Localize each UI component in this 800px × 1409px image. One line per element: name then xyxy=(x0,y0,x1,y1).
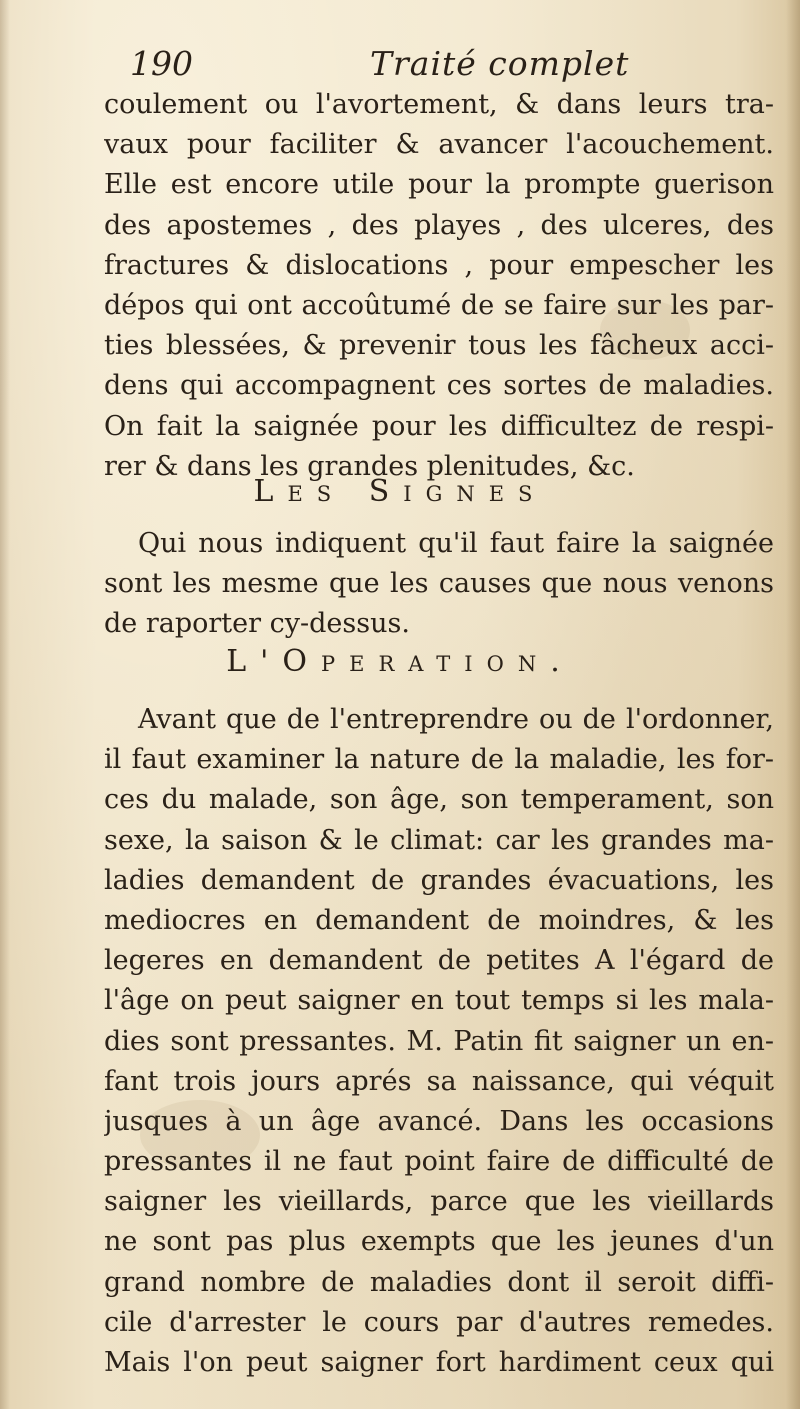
text-line: des apostemes , des playes , des ulceres, des xyxy=(104,209,774,241)
text-line: Qui nous indiquent qu'il faut faire la saignée xyxy=(138,528,774,559)
text-line: l'âge on peut saigner en tout temps si les mala- xyxy=(104,985,774,1017)
text-line: sexe, la saison & le climat: car les grandes ma- xyxy=(104,824,774,856)
text-line: rer & dans les grandes plenitudes, &c. xyxy=(104,450,635,482)
text-line: dépos qui ont accoûtumé de se faire sur les par- xyxy=(104,289,774,321)
section-heading-operation: L'Operation. xyxy=(226,644,574,679)
text-line: fractures & dislocations , pour empescher les xyxy=(104,249,774,281)
running-title: Traité complet xyxy=(370,44,630,83)
text-line: On fait la saignée pour les difficultez de respi- xyxy=(104,410,774,442)
text-line: Elle est encore utile pour la prompte guerison xyxy=(104,169,774,201)
text-line: cile d'arrester le cours par d'autres remedes. xyxy=(104,1306,774,1338)
text-line: grand nombre de maladies dont il seroit diffi- xyxy=(104,1266,774,1298)
text-line: ces du malade, son âge, son temperament, son xyxy=(104,784,774,816)
text-line: jusques à un âge avancé. Dans les occasions xyxy=(104,1105,774,1137)
text-line: ladies demandent de grandes évacuations, les xyxy=(104,864,774,896)
page-edge-shadow-right xyxy=(786,0,800,1409)
text-line: Avant que de l'entreprendre ou de l'ordonner, xyxy=(138,704,774,735)
text-line: mediocres en demandent de moindres, & les xyxy=(104,904,774,936)
text-line: sont les mesme que les causes que nous venons xyxy=(104,568,774,600)
section-heading-signes: Les Signes xyxy=(253,474,547,509)
text-line: coulement ou l'avortement, & dans leurs tra- xyxy=(104,89,774,120)
text-line: il faut examiner la nature de la maladie, les for- xyxy=(104,744,774,776)
text-line: Mais l'on peut saigner fort hardiment ceux qui xyxy=(104,1347,774,1378)
text-line: pressantes il ne faut point faire de difficulté de xyxy=(104,1146,774,1178)
text-line: dies sont pressantes. M. Patin fit saigner un en- xyxy=(104,1025,774,1057)
text-line: fant trois jours aprés sa naissance, qui véquit xyxy=(104,1065,774,1097)
paragraph-operation xyxy=(104,700,774,1383)
page-edge-shadow-left xyxy=(0,0,10,1409)
text-line: legeres en demandent de petites A l'égard de xyxy=(104,945,774,977)
text-line: vaux pour faciliter & avancer l'acouchement. xyxy=(104,129,774,161)
text-line: ties blessées, & prevenir tous les fâcheux acci- xyxy=(104,330,774,362)
paragraph-continuation xyxy=(104,85,774,487)
text-line: ne sont pas plus exempts que les jeunes d'un xyxy=(104,1226,774,1258)
text-line: dens qui accompagnent ces sortes de maladies. xyxy=(104,370,774,402)
page-number: 190 xyxy=(130,44,193,83)
text-line: de raporter cy-dessus. xyxy=(104,608,410,640)
text-line: saigner les vieillards, parce que les vieillards xyxy=(104,1186,774,1218)
paragraph-signes xyxy=(104,524,774,645)
